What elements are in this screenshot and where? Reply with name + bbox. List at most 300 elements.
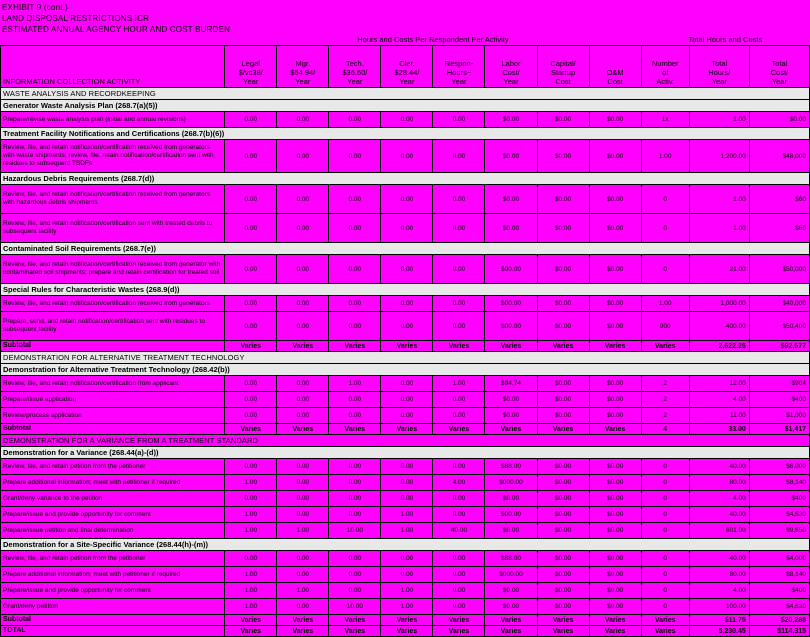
activity-label: Review, file, and retain notification/certification received from generators [1,296,225,312]
cell-resp-hours: 0.00 [433,599,485,615]
subtotal-cler: Varies [381,341,433,352]
cell-resp-hours: 0.00 [433,567,485,583]
cell-num-activity: 2 [641,376,689,392]
subtotal-row [1,424,810,435]
cell-labor-cost: $88.00 [485,459,537,475]
subtotal-label: Subtotal [1,341,225,352]
cell-cler: 1.00 [381,507,433,523]
section-band-row [1,352,810,364]
cell-capital-cost: $0.00 [537,255,589,284]
activity-label: Prepare/issue and provide opportunity for comment [1,507,225,523]
cell-mgr: 1.00 [277,523,329,539]
cell-legal: 0.00 [225,185,277,214]
table-row [1,185,810,214]
table-row [1,475,810,491]
cell-capital-cost: $0.00 [537,475,589,491]
cell-total-hours: 4.00 [689,491,749,507]
labor-head-l3: Year [503,77,519,86]
subtotal-row [1,341,810,352]
resp-head-l1: Respon- [444,59,474,68]
cell-tech: 0.00 [329,475,381,491]
cell-total-cost: $9,650 [749,523,809,539]
cell-resp-hours: 0.00 [433,408,485,424]
table-row [1,491,810,507]
cell-labor-cost: $000.00 [485,567,537,583]
cell-total-hours: 100.00 [689,599,749,615]
cell-labor-cost: $0.00 [485,523,537,539]
table-row [1,551,810,567]
cell-tech: 0.00 [329,551,381,567]
activity-label: Review, file, and retain notification/certification received from generators with hazardous debris shipments [1,185,225,214]
cell-cler: 0.00 [381,140,433,173]
tothr-head-l1: Total [711,59,728,68]
subtotal-total-hours: 33.00 [689,424,749,435]
subsection-row [1,128,810,140]
cell-capital-cost: $0.00 [537,296,589,312]
cell-num-activity: 0 [641,459,689,475]
grand-total-legal: Varies [225,626,277,637]
cell-resp-hours: 0.00 [433,551,485,567]
cell-num-activity: 2 [641,392,689,408]
cell-tech: 0.00 [329,312,381,341]
cell-om-cost: $0.00 [589,507,641,523]
cell-resp-hours: 0.00 [433,583,485,599]
cell-legal: 1.00 [225,523,277,539]
cell-om-cost: $0.00 [589,255,641,284]
cell-mgr: 0.00 [277,185,329,214]
group-header-per-respondent: Hours and Costs Per Respondent Per Activity [225,35,641,46]
cell-om-cost: $0.00 [589,112,641,128]
cell-num-activity: 0 [641,599,689,615]
cell-tech: 1.00 [329,376,381,392]
activity-label: Prepare, send, and retain notification/certification sent with residues to subsequent facility [1,312,225,341]
cell-legal: 0.00 [225,140,277,173]
subtotal-cler: Varies [381,424,433,435]
cell-labor-cost: $000.00 [485,475,537,491]
cell-om-cost: $0.00 [589,296,641,312]
cell-cler: 0.00 [381,296,433,312]
cell-legal: 0.00 [225,214,277,243]
cell-labor-cost: $0.00 [485,140,537,173]
subtotal-num-activity: Varies [641,615,689,626]
subtotal-legal: Varies [225,424,277,435]
cell-num-activity: 0 [641,583,689,599]
table-row [1,459,810,475]
cell-total-hours: 80.00 [689,475,749,491]
subtotal-total-cost: $92,577 [749,341,809,352]
column-header-respondent-hours [433,46,485,88]
cell-capital-cost: $0.00 [537,551,589,567]
column-header-total-cost [749,46,809,88]
cell-total-hours: 601.00 [689,523,749,539]
cell-om-cost: $0.00 [589,583,641,599]
cell-cler: 0.00 [381,312,433,341]
cell-cler: 0.00 [381,255,433,284]
activity-label: Review, file, and retain notification/certification received from generators with waste shipments; review, file, retain notification/certification sent with residues to subsequent TSDFs [1,140,225,173]
subsection-generator-waste-analysis-plan: Generator Waste Analysis Plan (268.7(a)(5)) [1,100,810,112]
cell-capital-cost: $0.00 [537,523,589,539]
activity-label: Prepare additional information; meet with petitioner if required [1,475,225,491]
cell-capital-cost: $0.00 [537,507,589,523]
subtotal-mgr: Varies [277,424,329,435]
cap-head-l1: Capital/ [550,59,576,68]
subtotal-om-cost: Varies [589,615,641,626]
subtotal-total-cost: $1,417 [749,424,809,435]
cell-om-cost: $0.00 [589,551,641,567]
cell-legal: 0.00 [225,491,277,507]
cell-resp-hours: 0.00 [433,312,485,341]
grand-total-resp-hours: Varies [433,626,485,637]
activity-label: Review/process application [1,408,225,424]
cell-legal: 1.00 [225,567,277,583]
table-row [1,567,810,583]
cell-om-cost: $0.00 [589,599,641,615]
cell-mgr: 0.00 [277,599,329,615]
cell-om-cost: $0.00 [589,523,641,539]
cell-capital-cost: $0.00 [537,214,589,243]
subtotal-mgr: Varies [277,341,329,352]
activity-label: Review, file, and retain notification/certification received from generator with contaminated soil shipments; prepare and retain certification for treated soil [1,255,225,284]
cell-resp-hours: 0.00 [433,185,485,214]
cell-tech: 0.00 [329,214,381,243]
cell-cler: 1.00 [381,523,433,539]
header-line-3: ESTIMATED ANNUAL AGENCY HOUR AND COST BURDEN [2,25,231,34]
cell-labor-cost: $0.00 [485,392,537,408]
header-line-2: LAND DISPOSAL RESTRICTIONS ICR [2,14,150,23]
cell-capital-cost: $0.00 [537,408,589,424]
cell-num-activity: 0 [641,507,689,523]
cell-tech: 0.00 [329,392,381,408]
cell-mgr: 0.00 [277,140,329,173]
cell-total-cost: $400 [749,392,809,408]
cell-total-hours: 1,200.00 [689,140,749,173]
cell-capital-cost: $0.00 [537,140,589,173]
cell-om-cost: $0.00 [589,312,641,341]
subtotal-labor-cost: Varies [485,341,537,352]
cell-mgr: 0.00 [277,296,329,312]
cell-mgr: 0.00 [277,551,329,567]
grand-total-total-hours: 5,230.45 [689,626,749,637]
cell-resp-hours: 0.00 [433,296,485,312]
activity-label: Review, file, and retain petition from the petitioner [1,551,225,567]
cell-total-hours: 11.00 [689,408,749,424]
cell-mgr: 0.00 [277,392,329,408]
subtotal-capital-cost: Varies [537,615,589,626]
subtotal-om-cost: Varies [589,341,641,352]
cell-om-cost: $0.00 [589,475,641,491]
cell-cler: 0.00 [381,491,433,507]
om-head-l1: O&M [606,68,624,77]
totcost-head-l3: Year [771,77,787,86]
cell-labor-cost: $0.00 [485,185,537,214]
grand-total-labor-cost: Varies [485,626,537,637]
numact-head-l3: Activ. [656,77,675,86]
mgr-head-l2: $54.94/ [290,68,316,77]
cell-tech: 0.00 [329,255,381,284]
cell-tech: 0.00 [329,491,381,507]
table-row [1,296,810,312]
section-band-alternative-treatment: DEMONSTRATION FOR ALTERNATIVE TREATMENT TECHNOLOGY [1,352,810,364]
cell-om-cost: $0.00 [589,140,641,173]
cell-labor-cost: $88.00 [485,551,537,567]
grand-total-num-activity: Varies [641,626,689,637]
subsection-row [1,447,810,459]
column-header-om-cost [589,46,641,88]
cell-total-hours: 1.00 [689,112,749,128]
subsection-alternative-treatment-technology: Demonstration for Alternative Treatment Technology (268.42(b)) [1,364,810,376]
subsection-contaminated-soil: Contaminated Soil Requirements (268.7(e)) [1,243,810,255]
subtotal-capital-cost: Varies [537,341,589,352]
section-band-row [1,435,810,447]
cell-total-cost: $904 [749,376,809,392]
subtotal-row [1,615,810,626]
table-row [1,214,810,243]
cell-labor-cost: $00.00 [485,255,537,284]
cell-resp-hours: 0.00 [433,112,485,128]
cell-resp-hours: 40.00 [433,523,485,539]
table-row [1,507,810,523]
subtotal-resp-hours: Varies [433,424,485,435]
cell-legal: 0.00 [225,392,277,408]
column-header-activity: INFORMATION COLLECTION ACTIVITY [1,46,225,88]
activity-label: Review, file, and retain notification/certification from applicant [1,376,225,392]
cell-mgr: 0.00 [277,312,329,341]
cell-mgr: 1.00 [277,583,329,599]
column-header-legal [225,46,277,88]
subtotal-capital-cost: Varies [537,424,589,435]
subsection-row [1,243,810,255]
subsection-demonstration-variance: Demonstration for a Variance (268.44(a)-(d)) [1,447,810,459]
table-row [1,112,810,128]
subtotal-resp-hours: Varies [433,615,485,626]
cell-legal: 1.00 [225,475,277,491]
cell-total-hours: 4.00 [689,583,749,599]
cell-capital-cost: $0.00 [537,392,589,408]
cell-om-cost: $0.00 [589,376,641,392]
cell-mgr: 0.00 [277,475,329,491]
cell-capital-cost: $0.00 [537,112,589,128]
subtotal-num-activity: 4 [641,424,689,435]
cell-total-hours: 400.00 [689,312,749,341]
cell-total-cost: $6,000 [749,459,809,475]
resp-head-l3: Year [451,77,467,86]
cell-num-activity: 0 [641,567,689,583]
cell-mgr: 0.00 [277,408,329,424]
cell-mgr: 0.00 [277,112,329,128]
cell-num-activity: 0 [641,551,689,567]
cell-labor-cost: $0.00 [485,408,537,424]
cell-total-cost: $48,000 [749,140,809,173]
grand-total-row [1,626,810,637]
cell-tech: 0.00 [329,185,381,214]
cell-total-cost: $4,630 [749,507,809,523]
cler-head-l2: $28.44/ [394,68,420,77]
cell-num-activity: 0 [641,214,689,243]
cell-cler: 0.00 [381,392,433,408]
cell-mgr: 0.00 [277,567,329,583]
cell-num-activity: 1.00 [641,140,689,173]
cell-resp-hours: 0.00 [433,491,485,507]
cell-cler: 0.00 [381,376,433,392]
table-row [1,583,810,599]
mgr-head-l1: Mgr. [295,59,311,68]
activity-label: Prepare/issue and provide opportunity for comment [1,583,225,599]
cell-total-hours: 80.00 [689,567,749,583]
table-row [1,255,810,284]
cell-total-hours: 4.00 [689,392,749,408]
subtotal-cler: Varies [381,615,433,626]
cell-om-cost: $0.00 [589,392,641,408]
cell-cler: 0.00 [381,214,433,243]
activity-label: Prepare/issue application [1,392,225,408]
table-row [1,408,810,424]
cell-cler: 0.00 [381,551,433,567]
subtotal-mgr: Varies [277,615,329,626]
om-head-l2: Cost [607,77,623,86]
activity-label: Prepare/revise waste analysis plan (initial and annual revisions) [1,112,225,128]
cell-tech: 0.00 [329,408,381,424]
cell-total-cost: $0.00 [749,112,809,128]
subsection-row [1,173,810,185]
cell-legal: 1.00 [225,507,277,523]
cell-cler: 0.00 [381,459,433,475]
table-group-header-row [1,35,810,46]
cell-tech: 0.00 [329,296,381,312]
cell-mgr: 0.00 [277,255,329,284]
grand-total-total-cost: $114,315 [749,626,809,637]
cell-cler: 0.00 [381,408,433,424]
table-row [1,140,810,173]
cell-total-cost: $50,400 [749,312,809,341]
subsection-row [1,364,810,376]
cell-num-activity: 0 [641,523,689,539]
cell-num-activity: 0 [641,491,689,507]
cell-legal: 0.00 [225,255,277,284]
grand-total-om-cost: Varies [589,626,641,637]
table-row [1,312,810,341]
cap-head-l3: Cost [555,77,571,86]
table-row [1,376,810,392]
subtotal-labor-cost: Varies [485,424,537,435]
subsection-row [1,539,810,551]
cell-num-activity: 0 [641,185,689,214]
cell-labor-cost: $00.00 [485,507,537,523]
table-row [1,523,810,539]
subtotal-tech: Varies [329,341,381,352]
cell-capital-cost: $0.00 [537,491,589,507]
cler-head-l3: Year [399,77,415,86]
cell-total-cost: $8,140 [749,567,809,583]
legal-head-l3: Year [243,77,259,86]
cell-capital-cost: $0.00 [537,185,589,214]
tech-head-l1: Tech. [345,59,364,68]
cell-tech: 0.00 [329,583,381,599]
cell-total-cost: $60 [749,214,809,243]
tothr-head-l3: Year [711,77,727,86]
cell-resp-hours: 1.00 [433,376,485,392]
labor-head-l2: Cost/ [502,68,520,77]
subsection-row [1,284,810,296]
cell-total-cost: $4,630 [749,599,809,615]
subtotal-total-hours: 2,622.25 [689,341,749,352]
table-column-header-row [1,46,810,88]
cler-head-l1: Cler. [399,59,415,68]
activity-label: Prepare additional information; meet with petitioner if required [1,567,225,583]
cell-om-cost: $0.00 [589,491,641,507]
subtotal-label: Subtotal [1,424,225,435]
column-header-tech [329,46,381,88]
cell-total-cost: $60 [749,185,809,214]
table-row [1,392,810,408]
cell-labor-cost: $0.00 [485,583,537,599]
numact-head-l2: of [662,68,669,77]
column-header-number-activity [641,46,689,88]
cell-om-cost: $0.00 [589,459,641,475]
cell-labor-cost: $0.00 [485,214,537,243]
section-band-waste-analysis: WASTE ANALYSIS AND RECORDKEEPING [1,88,810,100]
table-row [1,599,810,615]
cell-capital-cost: $0.00 [537,376,589,392]
cell-total-cost: $400 [749,491,809,507]
cell-total-hours: 1.00 [689,185,749,214]
cell-total-cost: $50,000 [749,255,809,284]
cell-tech: 10.00 [329,523,381,539]
cell-tech: 0.00 [329,507,381,523]
cell-num-activity: 0 [641,255,689,284]
cell-resp-hours: 0.00 [433,214,485,243]
cell-resp-hours: 0.00 [433,140,485,173]
grand-total-capital-cost: Varies [537,626,589,637]
legal-head-l2: $/vc38/ [238,68,263,77]
cell-mgr: 0.00 [277,459,329,475]
tech-head-l3: Year [347,77,363,86]
cell-om-cost: $0.00 [589,567,641,583]
group-header-blank [1,35,225,46]
grand-total-mgr: Varies [277,626,329,637]
cap-head-l2: Startup [550,68,576,77]
cell-labor-cost: $0.00 [485,599,537,615]
legal-head-l1: Legal [241,59,260,68]
cell-capital-cost: $0.00 [537,312,589,341]
cell-cler: 1.00 [381,599,433,615]
subsection-hazardous-debris: Hazardous Debris Requirements (268.7(d)) [1,173,810,185]
cell-mgr: 0.00 [277,491,329,507]
cell-num-activity: 2 [641,408,689,424]
cell-resp-hours: 4.00 [433,475,485,491]
activity-label: Review, file, and retain notification/certification sent with treated debris to subsequent facility [1,214,225,243]
column-header-cler [381,46,433,88]
cell-total-hours: 1,000.00 [689,296,749,312]
cell-labor-cost: $84.74 [485,376,537,392]
tothr-head-l2: Hours/ [708,68,731,77]
activity-label: Grant/deny petition [1,599,225,615]
cell-cler: 0.00 [381,567,433,583]
cell-labor-cost: $00.00 [485,296,537,312]
section-band-variance: DEMONSTRATION FOR A VARIANCE FROM A TREATMENT STANDARD [1,435,810,447]
cell-total-hours: 40.00 [689,459,749,475]
subtotal-resp-hours: Varies [433,341,485,352]
cell-cler: 0.00 [381,112,433,128]
cell-capital-cost: $0.00 [537,599,589,615]
cell-tech: 0.00 [329,459,381,475]
numact-head-l1: Number [651,59,679,68]
cell-legal: 0.00 [225,551,277,567]
cell-total-hours: 12.00 [689,376,749,392]
cell-resp-hours: 0.00 [433,255,485,284]
subsection-special-rules-characteristic-wastes: Special Rules for Characteristic Wastes (268.9(d)) [1,284,810,296]
subsection-row [1,100,810,112]
activity-label: Grant/deny variance to the petition [1,491,225,507]
